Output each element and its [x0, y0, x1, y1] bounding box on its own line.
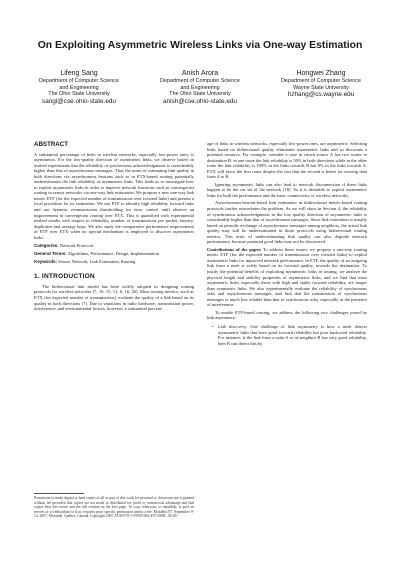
categories-label: Categories:: [34, 242, 59, 248]
author-dept: Department of Computer Science: [281, 78, 361, 84]
abstract-heading: ABSTRACT: [34, 141, 69, 148]
author-block: [262, 69, 380, 99]
introduction-section: [34, 273, 194, 311]
author-dept2: Wayne State University: [293, 84, 349, 91]
body-paragraph: To enable ETF-based routing, we address the following two challenges posed by link asymmetry:: [207, 309, 367, 321]
author-email: anish@cse.ohio-state.edu: [163, 98, 237, 106]
author-email: sangl@cse.ohio-state.edu: [42, 98, 116, 106]
contributions-label: Contributions of the paper.: [207, 246, 262, 252]
keywords-label: Keywords:: [34, 258, 58, 264]
categories-line: [34, 243, 194, 249]
general-terms-line: [34, 251, 194, 257]
keywords-value: Sensor Network, Link Estimation, Routing: [58, 258, 136, 264]
author-institution: The Ohio State University: [48, 91, 110, 98]
author-name: Anish Arora: [181, 70, 219, 77]
body-paragraph: Asynchronous-beacon-based link estimation in bidirectional metric-based routing protocols further exacerbates the problem. As we will show in Section 4, the reliability of synchronous acknowledgments in the low quality direction of asymmetric links is considerably higher than that of asynchronous messages. Since link estimation is usually based on periodic exchange of asynchronous messages among neighbors, the actual link quality may still be underestimated in those protocols using bidirectional routing metrics. This error of underestimating link quality can also degrade network performance, because potential good links may not be discovered.: [207, 200, 367, 245]
author-email: hzhang@cs.wayne.edu: [287, 91, 355, 99]
bullet-icon: •: [212, 323, 214, 329]
author-block: [141, 69, 259, 106]
list-item-label: Link discovery.: [218, 323, 248, 329]
author-dept: Department of Computer Science: [160, 78, 240, 84]
abstract-text: A substantial percentage of links in wireless networks, especially low-power ones, is asymmetric. For the low-quality direction of asymmetric links, we observe based on testbed experiments that the reliability of synchronous acknowledgments is considerably higher than that of asynchronous messages. Thus the norm of estimating link quality in both directions via asynchronous beacons such as in ETX-based routing potentially underestimates the link reliability of asymmetric links. This leads us to investigate how to exploit asymmetric links in order to improve network functions such as convergecast routing in sensor networks via one-way link estimation. We propose a new one-way link metric ETF (for the expected number of transmissions over forward links) and present a local procedure for its estimation. We use ETF to identify high reliability forward links and use dynamic retransmission thresholding for error control until observe an improvement in convergecast routing over ETX. This is quantified with experimental testbed results with respect to reliability, number of transmissions per packet, latency, duplicates and average hops. We also study the comparative performance improvement of ETF over ETX when no special mechanism is employed to discover asymmetric links.: [34, 151, 194, 240]
author-institution: The Ohio State University: [169, 91, 231, 98]
author-dept2: and Engineering: [180, 84, 220, 91]
body-paragraph: age of links in wireless networks, especially low-power ones, are asymmetric. Selecting links based on bidirectional quality eliminates asymmetric links and so discounts a potential resource. For example, consider a case in which source A has two routes to destination B: in one route the link reliability is 50% in both directions while in the other route the link reliability is 100% in the links towards B but 0% in the links towards A. ETX will favor the first route despite the fact that the second is better for moving data from A to B.: [207, 141, 367, 180]
right-column: [207, 141, 367, 346]
contributions-text: To address these issues, we propose a one-way routing metric ETF (for the expected number of transmissions over forward links) to exploit asymmetric links for improved network performance. In ETF, the quality of an outgoing link from a node is solely based on its forward quality, towards the destination. To justify the potential benefits of exploiting asymmetric links in routing, we analyze the physical length and stability properties of asymmetric links, and we find that most asymmetric links, especially those with high and stable forward reliability, are longer than symmetric links. We also experimentally evaluate the reliability of synchronous acks and asynchronous messages, and find that the transmission of synchronous messages is much less reliable than that of synchronous acks, especially in the presence of interference.: [207, 246, 367, 308]
body-paragraph: Ignoring asymmetric links can also lead to network disconnection if these links happen to be the cut set of the network [18]. So it is desirable to exploit asymmetric links for both the performance and the basic connectivity of wireless networks.: [207, 181, 367, 198]
author-block: [20, 69, 138, 106]
intro-paragraph: The bidirectional link model has been widely adopted in designing routing protocols for wireless networks [7, 10, 15, 11, 6, 16, 26]. Most routing metrics, such as ETX (for expected number of transmissions), evaluate the quality of a link based on its quality in both directions [7]. Due to variations in radio hardware, transmission power, interference, and environmental factors, however, a substantial percent-: [34, 283, 194, 312]
copyright-footnote: Permission to make digital or hard copies of all or part of this work for personal or classroom use is granted without fee provided that copies are not made or distributed for profit or commercial advantage and that copies bear this notice and the full citation on the first page. To copy otherwise, to republish, to post on servers or to redistribute to lists, requires prior specific permission and/or a fee. MobiHoc'07, September 9-14, 2007, Montréal, Québec, Canada. Copyright 2007 ACM 978-1-59593-684-4/07/0009...$5.00.: [34, 496, 194, 519]
categories-value: Network Protocols: [59, 242, 94, 248]
left-column: [34, 141, 194, 312]
author-name: Lifeng Sang: [60, 70, 98, 77]
challenge-list: [207, 324, 367, 346]
paper-title: On Exploiting Asymmetric Wireless Links via One-way Estimation: [37, 40, 363, 51]
author-name: Hongwei Zhang: [296, 70, 346, 77]
list-item: [212, 323, 367, 346]
footnote-rule: [34, 493, 84, 494]
author-dept: Department of Computer Science: [39, 78, 119, 84]
section-heading: 1. INTRODUCTION: [34, 273, 95, 281]
list-item-text: One challenge of link asymmetry is how a node detects asymmetric links that have good forward reliability but poor backward reliability. For instance, if the link from a node A to its neighbor B has very good reliability, then B can detect this by: [218, 323, 367, 346]
general-terms-label: General Terms:: [34, 250, 67, 256]
keywords-line: [34, 259, 194, 265]
contributions-paragraph: [207, 247, 367, 308]
author-dept2: and Engineering: [59, 84, 99, 91]
general-terms-value: Algorithms, Performance, Design, Implementation: [67, 250, 160, 256]
